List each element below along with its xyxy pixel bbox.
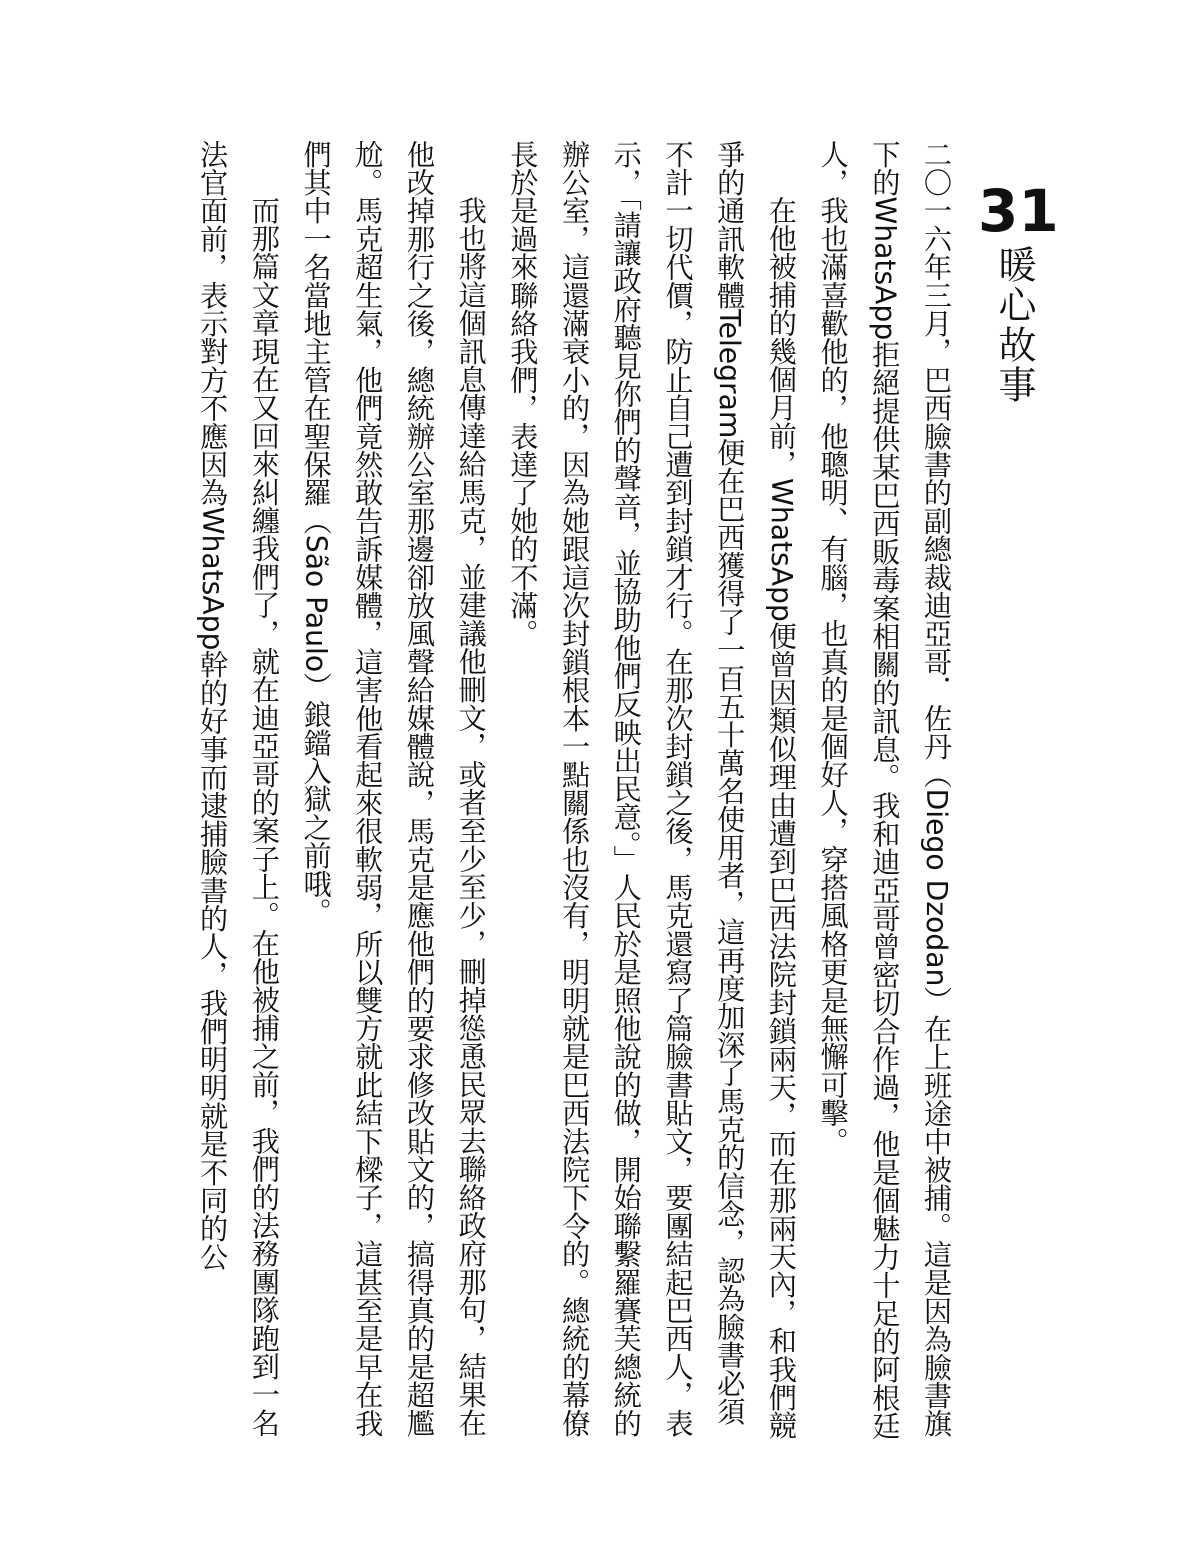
paragraph: 我也將這個訊息傳達給馬克，並建議他刪文，或者至少至少，刪掉慫恿民眾去聯絡政府那句，結果在他改掉那行之後，總統辦公室那邊卻放風聲給媒體說，馬克是應他們的要求修改貼文的，搞得真的是超尷尬。馬克超生氣，他們竟然敢告訴媒體，這害他看起來很軟弱，所以雙方就此結下樑子，這甚至是早在我們其中一名當地主管在聖保羅（São Paulo）鋃鐺入獄之前哦。 (299, 140, 488, 1438)
paragraph: 而那篇文章現在又回來糾纏我們了，就在迪亞哥的案子上。在他被捕之前，我們的法務團隊跑到一名法官面前，表示對方不應因為WhatsApp幹的好事而逮捕臉書的人，我們明明就是不同的公 (196, 140, 281, 1438)
chapter-title: 暖心故事 (992, 245, 1036, 405)
paragraph: 二〇一六年三月，巴西臉書的副總裁迪亞哥．佐丹（Diego Dzodan）在上班途中被捕。這是因為臉書旗下的WhatsApp拒絕提供某巴西販毒案相關的訊息。我和迪亞哥曾密切合作過，他是個魅力十足的阿根廷人，我也滿喜歡他的，他聰明、有腦，也真的是個好人，穿搭風格更是無懈可擊。 (816, 140, 953, 1441)
chapter-number: 31 (978, 177, 1059, 245)
paragraph: 在他被捕的幾個月前，WhatsApp便曾因類似理由遭到巴西法院封鎖兩天，而在那兩天內，和我們競爭的通訊軟體Telegram便在巴西獲得了一百五十萬名使用者，這再度加深了馬克的信念，認為臉書必須不計一切代價，防止自己遭到封鎖才行。在那次封鎖之後，馬克還寫了篇臉書貼文，要團結起巴西人，表示，「請讓政府聽見你們的聲音，並協助他們反映出民意。」人民於是照他說的做，開始聯繫羅賽芙總統的辦公室，這還滿衰小的，因為她跟這次封鎖根本一點關係也沒有，明明就是巴西法院下令的。總統的幕僚長於是過來聯絡我們，表達了她的不滿。 (506, 140, 798, 1441)
body-text (196, 140, 962, 1441)
